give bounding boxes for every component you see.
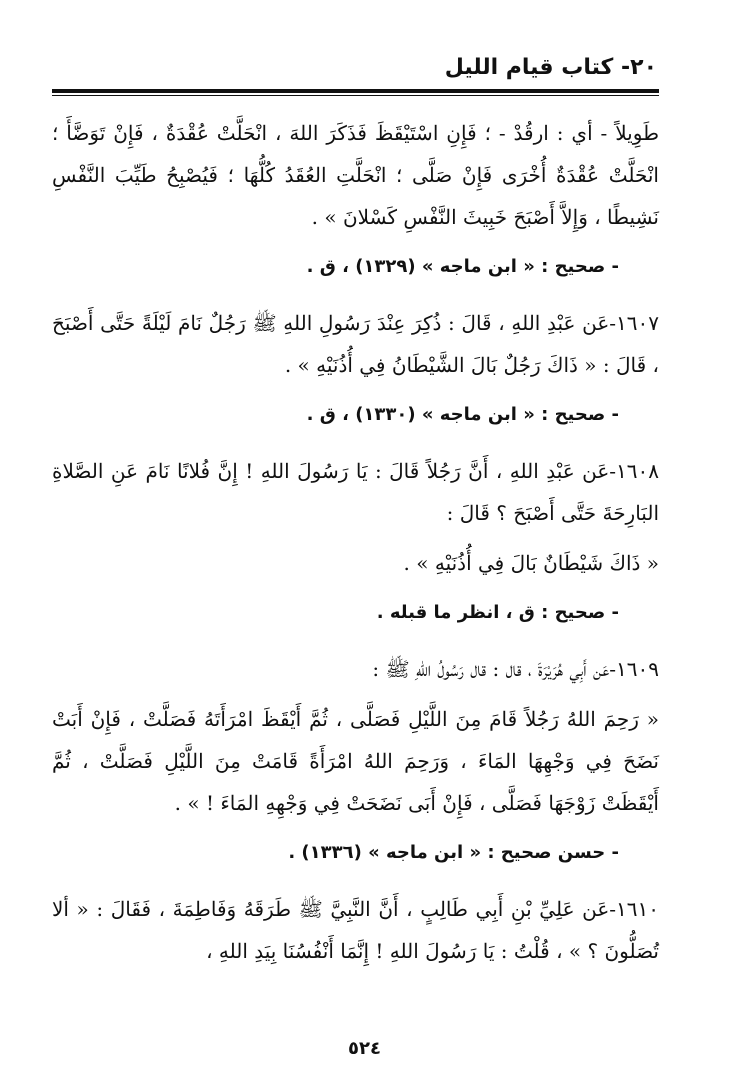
page-number: ٥٢٤ [348, 1038, 381, 1059]
hadith-grade: - حسن صحيح : « ابن ماجه » (١٣٣٦) . [288, 842, 619, 863]
chapter-title: ٢٠- كتاب قيام الليل [444, 55, 657, 80]
hadith-1610: ١٦١٠-عَن عَلِيِّ بْنِ أَبِي طَالِبٍ ، أَنَّ النَّبِيَّ ﷺ طَرَقَهُ وَفَاطِمَةَ ، فَقَالَ : « ألا تُصَلُّونَ ؟ » ، قُلْتُ : يَا رَسُولَ اللهِ ! إِنَّمَا أَنْفُسُنَا بِيَدِ اللهِ ، [52, 897, 659, 963]
page-body [52, 112, 659, 980]
hadith-grade: - صحيح : « ابن ماجه » (١٣٣٠) ، ق . [306, 404, 619, 425]
hadith-quote: « رَحِمَ اللهُ رَجُلاً قَامَ مِنَ اللَّيْلِ فَصَلَّى ، ثُمَّ أَيْقَظَ امْرَأَتَهُ فَصَلَّتْ ، فَإِنْ أَبَتْ نَضَحَ فِي وَجْهِهَا المَاءَ ، وَرَحِمَ اللهُ امْرَأَةً قَامَتْ مِنَ اللَّيْلِ فَصَلَّتْ ، ثُمَّ أَيْقَظَتْ زَوْجَهَا فَصَلَّى ، فَإِنْ أَبَى نَضَحَتْ فِي وَجْهِهِ المَاءَ ! » . [52, 707, 659, 815]
header-rule-thin [52, 95, 659, 96]
hadith-1608: ١٦٠٨-عَن عَبْدِ اللهِ ، أَنَّ رَجُلاً قَالَ : يَا رَسُولَ اللهِ ! إِنَّ فُلانًا نَامَ عَنِ الصَّلاةِ البَارِحَةَ حَتَّى أَصْبَحَ ؟ قَالَ : [52, 459, 659, 525]
hadith-1609: ١٦٠٩-عَن أَبِي هُرَيْرَةَ ، قال : قال رَسُولُ اللهِ ﷺ : [372, 657, 659, 681]
hadith-grade: - صحيح : « ابن ماجه » (١٣٢٩) ، ق . [306, 256, 619, 277]
hadith-grade: - صحيح : ق ، انظر ما قبله . [376, 602, 619, 623]
paragraph-text: طَوِيلاً - أي : ارقُدْ - ؛ فَإِنِ اسْتَيْقَظَ فَذَكَرَ اللهَ ، انْحَلَّتْ عُقْدَةٌ ، فَإِنْ تَوَضَّأَ ؛ انْحَلَّتْ عُقْدَةٌ أُخْرَى فَإِنْ صَلَّى ؛ انْحَلَّتِ العُقَدُ كُلُّهَا ؛ فَيُصْبِحُ طَيِّبَ النَّفْسِ نَشِيطًا ، وَإِلاَّ أَصْبَحَ خَبِيثَ النَّفْسِ كَسْلانَ » . [52, 121, 659, 229]
page-header [55, 55, 657, 85]
header-rule-thick [52, 89, 659, 93]
hadith-quote: « ذَاكَ شَيْطَانٌ بَالَ فِي أُذُنَيْهِ » . [403, 551, 659, 575]
hadith-1607: ١٦٠٧-عَن عَبْدِ اللهِ ، قَالَ : ذُكِرَ عِنْدَ رَسُولِ اللهِ ﷺ رَجُلٌ نَامَ لَيْلَةً حَتَّى أَصْبَحَ ، قَالَ : « ذَاكَ رَجُلٌ بَالَ الشَّيْطَانُ فِي أُذُنَيْهِ » . [52, 311, 659, 377]
